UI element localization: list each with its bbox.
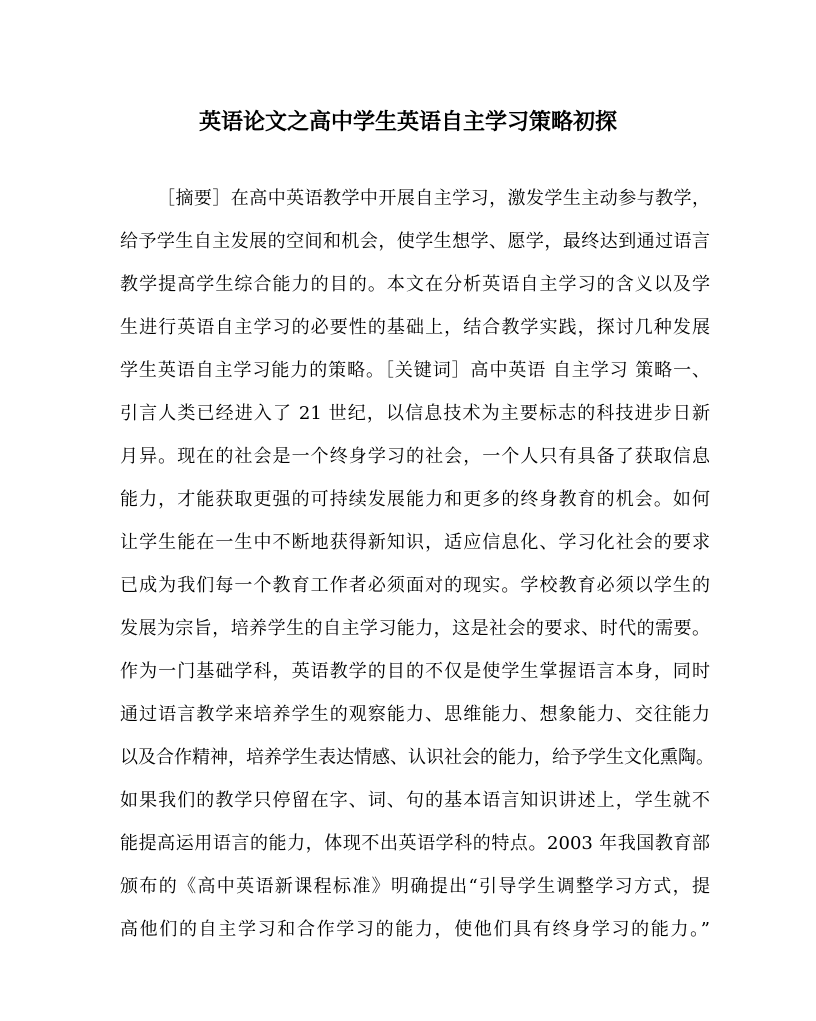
body-line: 高他们的自主学习和合作学习的能力，使他们具有终身学习的能力。” [120,919,710,940]
body-line: 生进行英语自主学习的必要性的基础上，结合教学实践，探讨几种发展 [120,317,710,338]
body-line: 颁布的《高中英语新课程标准》明确提出“引导学生调整学习方式，提 [120,876,710,897]
body-line: 让学生能在一生中不断地获得新知识，适应信息化、学习化社会的要求 [120,532,710,553]
body-line: 作为一门基础学科，英语教学的目的不仅是使学生掌握语言本身，同时 [120,661,710,682]
body-line: 发展为宗旨，培养学生的自主学习能力，这是社会的要求、时代的需要。 [120,618,710,639]
body-line: 教学提高学生综合能力的目的。本文在分析英语自主学习的含义以及学 [120,274,710,295]
body-line: 已成为我们每一个教育工作者必须面对的现实。学校教育必须以学生的 [120,575,710,596]
document-body [120,177,714,951]
document-title: 英语论文之高中学生英语自主学习策略初探 [198,109,617,135]
body-line: 如果我们的教学只停留在字、词、句的基本语言知识讲述上，学生就不 [120,790,710,811]
body-line: 引言人类已经进入了 21 世纪，以信息技术为主要标志的科技进步日新 [120,403,710,424]
body-line: ［摘要］在高中英语教学中开展自主学习，激发学生主动参与教学， [157,188,710,209]
body-line: 能提高运用语言的能力，体现不出英语学科的特点。2003 年我国教育部 [120,833,710,854]
body-line: 能力，才能获取更强的可持续发展能力和更多的终身教育的机会。如何 [120,489,710,510]
body-line: 学生英语自主学习能力的策略。［关键词］高中英语 自主学习 策略一、 [120,360,710,381]
body-line: 给予学生自主发展的空间和机会，使学生想学、愿学，最终达到通过语言 [120,231,710,252]
body-line: 月异。现在的社会是一个终身学习的社会，一个人只有具备了获取信息 [120,446,710,467]
body-line: 通过语言教学来培养学生的观察能力、思维能力、想象能力、交往能力 [120,704,710,725]
body-line: 以及合作精神，培养学生表达情感、认识社会的能力，给予学生文化熏陶。 [120,747,714,768]
